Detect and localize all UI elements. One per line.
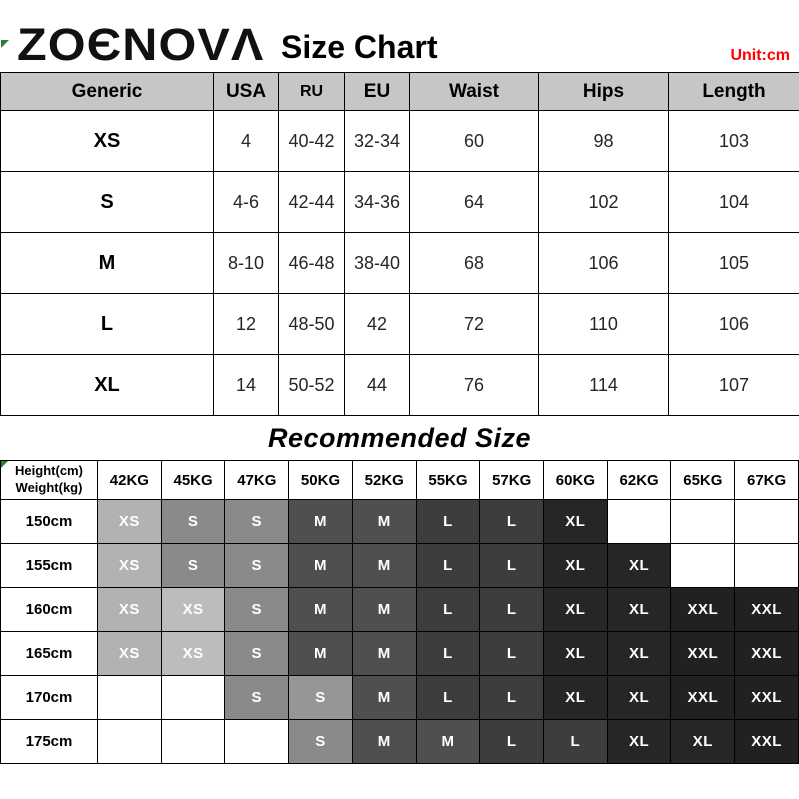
size-chart-row (1, 233, 799, 294)
brand-logo: ZOЄNOVΛ (17, 19, 265, 70)
recommended-size-cell: M (289, 588, 353, 632)
empty-cell (98, 676, 162, 720)
recommended-size-cell: XS (98, 500, 162, 544)
recommended-row (1, 632, 799, 676)
recommended-size-cell: XXL (671, 676, 735, 720)
weight-col-header: 55KG (416, 461, 480, 500)
recommended-row (1, 500, 799, 544)
size-label-cell: S (1, 172, 214, 233)
recommended-size-cell: M (352, 676, 416, 720)
recommended-size-cell: S (289, 720, 353, 764)
recommended-size-cell: XXL (735, 676, 799, 720)
recommended-size-cell: L (480, 720, 544, 764)
recommended-size-cell: M (289, 500, 353, 544)
size-chart-col-header: RU (279, 73, 345, 111)
recommended-size-cell: L (416, 544, 480, 588)
empty-cell (161, 720, 225, 764)
height-row-header: 175cm (1, 720, 98, 764)
empty-cell (735, 544, 799, 588)
recommended-size-table (0, 460, 799, 764)
empty-cell (671, 500, 735, 544)
recommended-row (1, 676, 799, 720)
recommended-size-band (0, 416, 799, 460)
recommended-size-cell: L (480, 500, 544, 544)
size-chart-col-header: EU (345, 73, 410, 111)
recommended-size-cell: L (480, 632, 544, 676)
recommended-size-cell: L (544, 720, 608, 764)
weight-col-header: 47KG (225, 461, 289, 500)
recommended-header-row (1, 461, 799, 500)
height-row-header: 165cm (1, 632, 98, 676)
excel-marker-icon (1, 461, 8, 468)
recommended-size-cell: M (352, 544, 416, 588)
recommended-size-cell: XL (607, 588, 671, 632)
unit-label: Unit:cm (730, 47, 790, 64)
size-label-cell: L (1, 294, 214, 355)
recommended-size-cell: XL (544, 500, 608, 544)
recommended-size-cell: XXL (735, 720, 799, 764)
measurement-cell: 32-34 (345, 111, 410, 172)
recommended-size-cell: XL (544, 632, 608, 676)
recommended-size-cell: L (416, 588, 480, 632)
measurement-cell: 50-52 (279, 355, 345, 416)
size-chart-row (1, 294, 799, 355)
measurement-cell: 98 (539, 111, 669, 172)
recommended-size-cell: S (225, 632, 289, 676)
recommended-size-cell: XS (161, 632, 225, 676)
recommended-size-cell: S (225, 676, 289, 720)
height-row-header: 155cm (1, 544, 98, 588)
measurement-cell: 44 (345, 355, 410, 416)
height-row-header: 170cm (1, 676, 98, 720)
recommended-size-cell: XXL (735, 588, 799, 632)
empty-cell (671, 544, 735, 588)
recommended-size-cell: XXL (735, 632, 799, 676)
recommended-size-cell: XXL (671, 632, 735, 676)
empty-cell (735, 500, 799, 544)
recommended-size-cell: M (289, 632, 353, 676)
measurement-cell: 46-48 (279, 233, 345, 294)
size-chart-row (1, 172, 799, 233)
recommended-size-cell: L (480, 676, 544, 720)
height-axis-label: Height(cm) (15, 463, 83, 479)
measurement-cell: 40-42 (279, 111, 345, 172)
recommended-size-cell: XL (607, 720, 671, 764)
recommended-body (1, 500, 799, 764)
recommended-row (1, 544, 799, 588)
measurement-cell: 105 (669, 233, 799, 294)
measurement-cell: 103 (669, 111, 799, 172)
measurement-cell: 12 (214, 294, 279, 355)
recommended-size-cell: M (289, 544, 353, 588)
recommended-row (1, 588, 799, 632)
size-chart-col-header: Length (669, 73, 799, 111)
measurement-cell: 14 (214, 355, 279, 416)
height-row-header: 150cm (1, 500, 98, 544)
recommended-size-cell: M (352, 632, 416, 676)
recommended-size-cell: XXL (671, 588, 735, 632)
empty-cell (161, 676, 225, 720)
size-chart-col-header: Waist (410, 73, 539, 111)
recommended-size-cell: L (480, 544, 544, 588)
recommended-size-cell: XS (98, 632, 162, 676)
measurement-cell: 110 (539, 294, 669, 355)
recommended-size-title: Recommended Size (267, 422, 532, 453)
size-chart-col-header: USA (214, 73, 279, 111)
recommended-size-cell: L (416, 632, 480, 676)
recommended-size-cell: M (416, 720, 480, 764)
size-chart-row (1, 355, 799, 416)
measurement-cell: 42 (345, 294, 410, 355)
recommended-size-cell: S (225, 588, 289, 632)
size-chart-table (0, 72, 799, 416)
recommended-size-cell: XL (607, 632, 671, 676)
recommended-size-cell: XL (671, 720, 735, 764)
size-label-cell: M (1, 233, 214, 294)
recommended-size-cell: XL (544, 544, 608, 588)
size-chart-body (1, 111, 799, 416)
weight-col-header: 65KG (671, 461, 735, 500)
weight-col-header: 52KG (352, 461, 416, 500)
measurement-cell: 72 (410, 294, 539, 355)
measurement-cell: 4-6 (214, 172, 279, 233)
empty-cell (607, 500, 671, 544)
recommended-size-cell: L (480, 588, 544, 632)
measurement-cell: 104 (669, 172, 799, 233)
recommended-size-cell: S (225, 544, 289, 588)
measurement-cell: 68 (410, 233, 539, 294)
weight-col-header: 42KG (98, 461, 162, 500)
weight-col-header: 57KG (480, 461, 544, 500)
measurement-cell: 114 (539, 355, 669, 416)
empty-cell (225, 720, 289, 764)
recommended-size-cell: S (161, 500, 225, 544)
measurement-cell: 102 (539, 172, 669, 233)
weight-col-header: 50KG (289, 461, 353, 500)
weight-col-header: 45KG (161, 461, 225, 500)
weight-axis-label: Weight(kg) (15, 480, 83, 495)
measurement-cell: 60 (410, 111, 539, 172)
recommended-size-cell: XS (161, 588, 225, 632)
recommended-size-cell: XL (607, 676, 671, 720)
recommended-size-cell: XL (544, 676, 608, 720)
size-chart-col-header: Hips (539, 73, 669, 111)
weight-col-header: 67KG (735, 461, 799, 500)
recommended-size-cell: L (416, 676, 480, 720)
size-label-cell: XS (1, 111, 214, 172)
measurement-cell: 106 (669, 294, 799, 355)
measurement-cell: 48-50 (279, 294, 345, 355)
measurement-cell: 76 (410, 355, 539, 416)
measurement-cell: 4 (214, 111, 279, 172)
measurement-cell: 42-44 (279, 172, 345, 233)
recommended-size-cell: S (289, 676, 353, 720)
recommended-size-cell: XS (98, 588, 162, 632)
weight-col-header: 60KG (544, 461, 608, 500)
size-chart-col-header: Generic (1, 73, 214, 111)
measurement-cell: 64 (410, 172, 539, 233)
height-row-header: 160cm (1, 588, 98, 632)
recommended-size-cell: XL (607, 544, 671, 588)
size-chart-header-row (1, 73, 799, 111)
measurement-cell: 38-40 (345, 233, 410, 294)
recommended-size-cell: M (352, 588, 416, 632)
empty-cell (98, 720, 162, 764)
measurement-cell: 8-10 (214, 233, 279, 294)
recommended-size-cell: S (161, 544, 225, 588)
corner-header-cell (1, 461, 98, 500)
recommended-row (1, 720, 799, 764)
recommended-size-cell: M (352, 500, 416, 544)
measurement-cell: 34-36 (345, 172, 410, 233)
recommended-size-cell: XS (98, 544, 162, 588)
weight-col-header: 62KG (607, 461, 671, 500)
size-chart-row (1, 111, 799, 172)
recommended-size-cell: XL (544, 588, 608, 632)
recommended-size-cell: S (225, 500, 289, 544)
size-label-cell: XL (1, 355, 214, 416)
page-header (0, 0, 799, 72)
measurement-cell: 107 (669, 355, 799, 416)
recommended-size-cell: M (352, 720, 416, 764)
recommended-size-cell: L (416, 500, 480, 544)
page-title: Size Chart (281, 29, 438, 65)
measurement-cell: 106 (539, 233, 669, 294)
